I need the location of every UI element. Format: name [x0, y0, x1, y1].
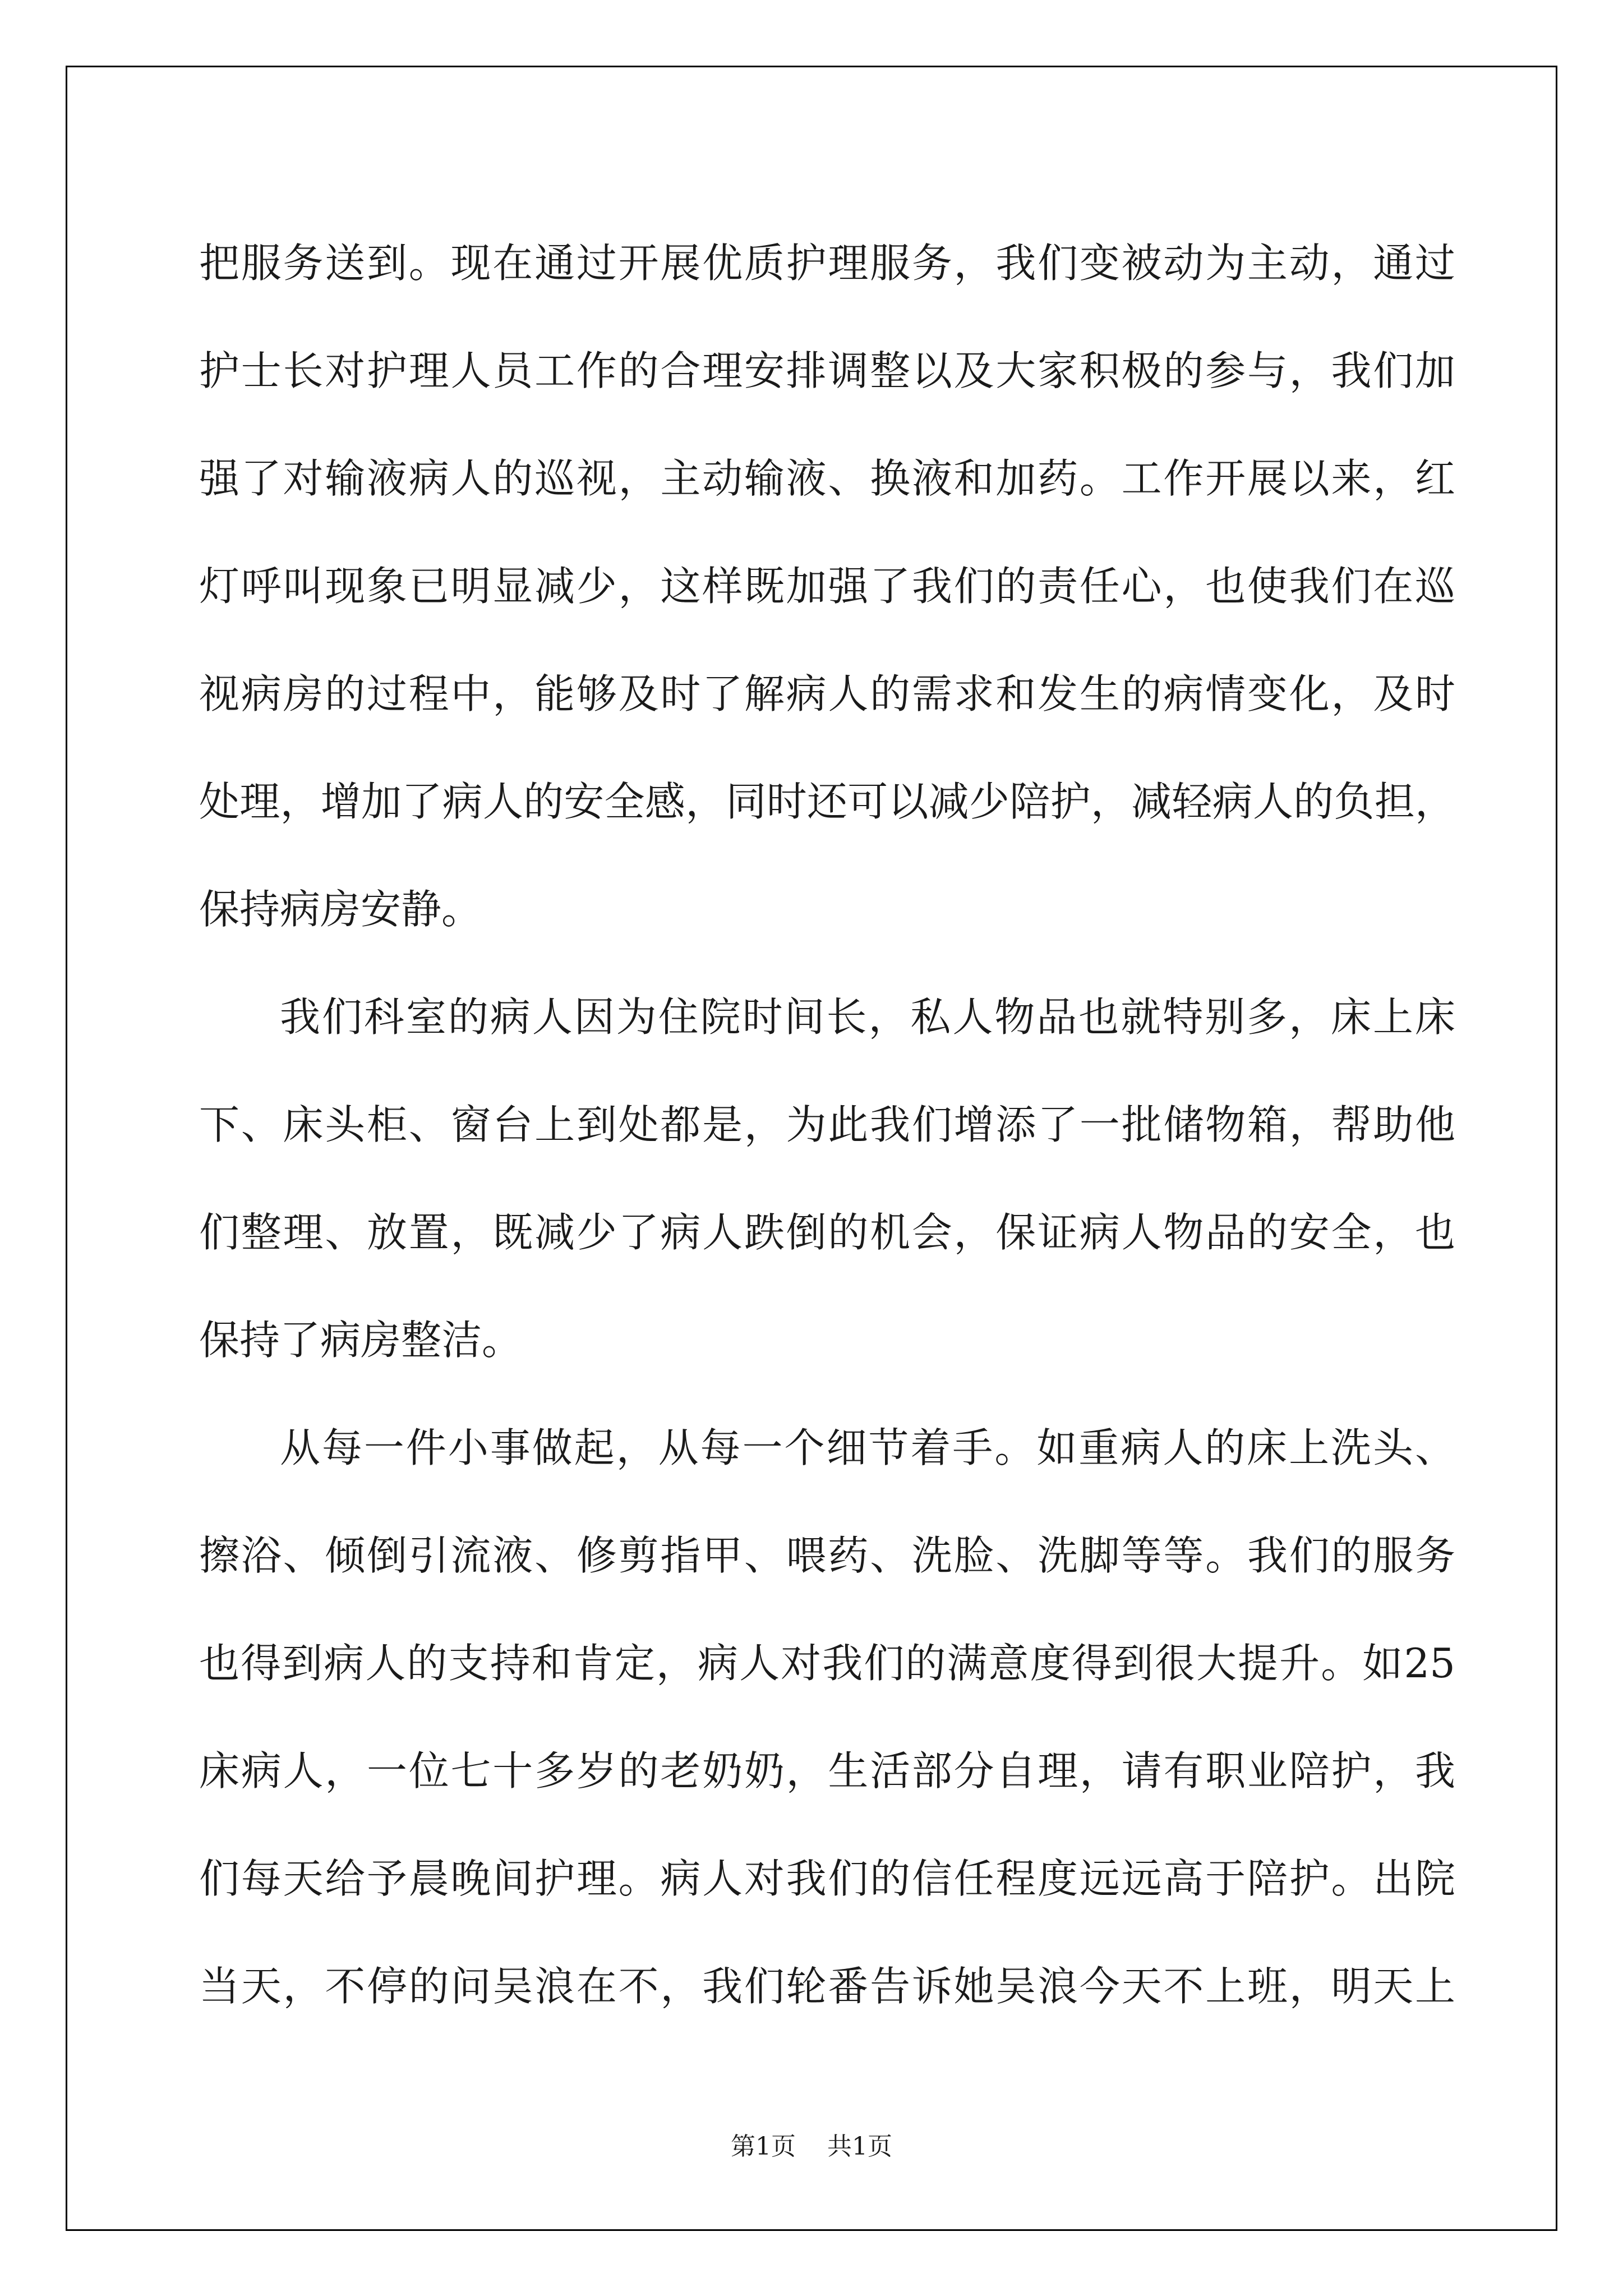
text-line: 保持了病房整洁。 [199, 1317, 523, 1364]
paragraph-2 [199, 963, 1455, 1394]
text-line: 灯呼叫现象已明显减少，这样既加强了我们的责任心，也使我们在巡 [199, 563, 1455, 610]
paragraph-1 [199, 209, 1455, 963]
text-line: 当天，不停的问吴浪在不，我们轮番告诉她吴浪今天不上班，明天上 [199, 1963, 1455, 2010]
text-line: 擦浴、倾倒引流液、修剪指甲、喂药、洗脸、洗脚等等。我们的服务 [199, 1532, 1455, 1579]
text-line: 强了对输液病人的巡视，主动输液、换液和加药。工作开展以来，红 [199, 455, 1455, 502]
text-line: 们每天给予晨晚间护理。病人对我们的信任程度远远高于陪护。出院 [199, 1855, 1455, 1902]
page-footer: 第1页 共1页 [731, 2132, 892, 2161]
text-line: 床病人，一位七十多岁的老奶奶，生活部分自理，请有职业陪护，我 [199, 1747, 1455, 1795]
text-line: 从每一件小事做起，从每一个细节着手。如重病人的床上洗头、 [280, 1424, 1455, 1471]
text-line: 下、床头柜、窗台上到处都是，为此我们增添了一批储物箱，帮助他 [199, 1101, 1455, 1148]
text-line: 护士长对护理人员工作的合理安排调整以及大家积极的参与，我们加 [199, 347, 1455, 394]
text-line: 也得到病人的支持和肯定，病人对我们的满意度得到很大提升。如25 [199, 1640, 1455, 1687]
text-line: 保持病房安静。 [199, 886, 482, 933]
text-line: 我们科室的病人因为住院时间长，私人物品也就特别多，床上床 [280, 993, 1455, 1041]
text-line: 处理，增加了病人的安全感，同时还可以减少陪护，减轻病人的负担， [199, 778, 1455, 825]
text-line: 们整理、放置，既减少了病人跌倒的机会，保证病人物品的安全，也 [199, 1209, 1455, 1256]
text-line: 视病房的过程中，能够及时了解病人的需求和发生的病情变化，及时 [199, 670, 1455, 717]
paragraph-3 [199, 1394, 1455, 2040]
text-line: 把服务送到。现在通过开展优质护理服务，我们变被动为主动，通过 [199, 240, 1455, 287]
document-body [199, 209, 1455, 2040]
